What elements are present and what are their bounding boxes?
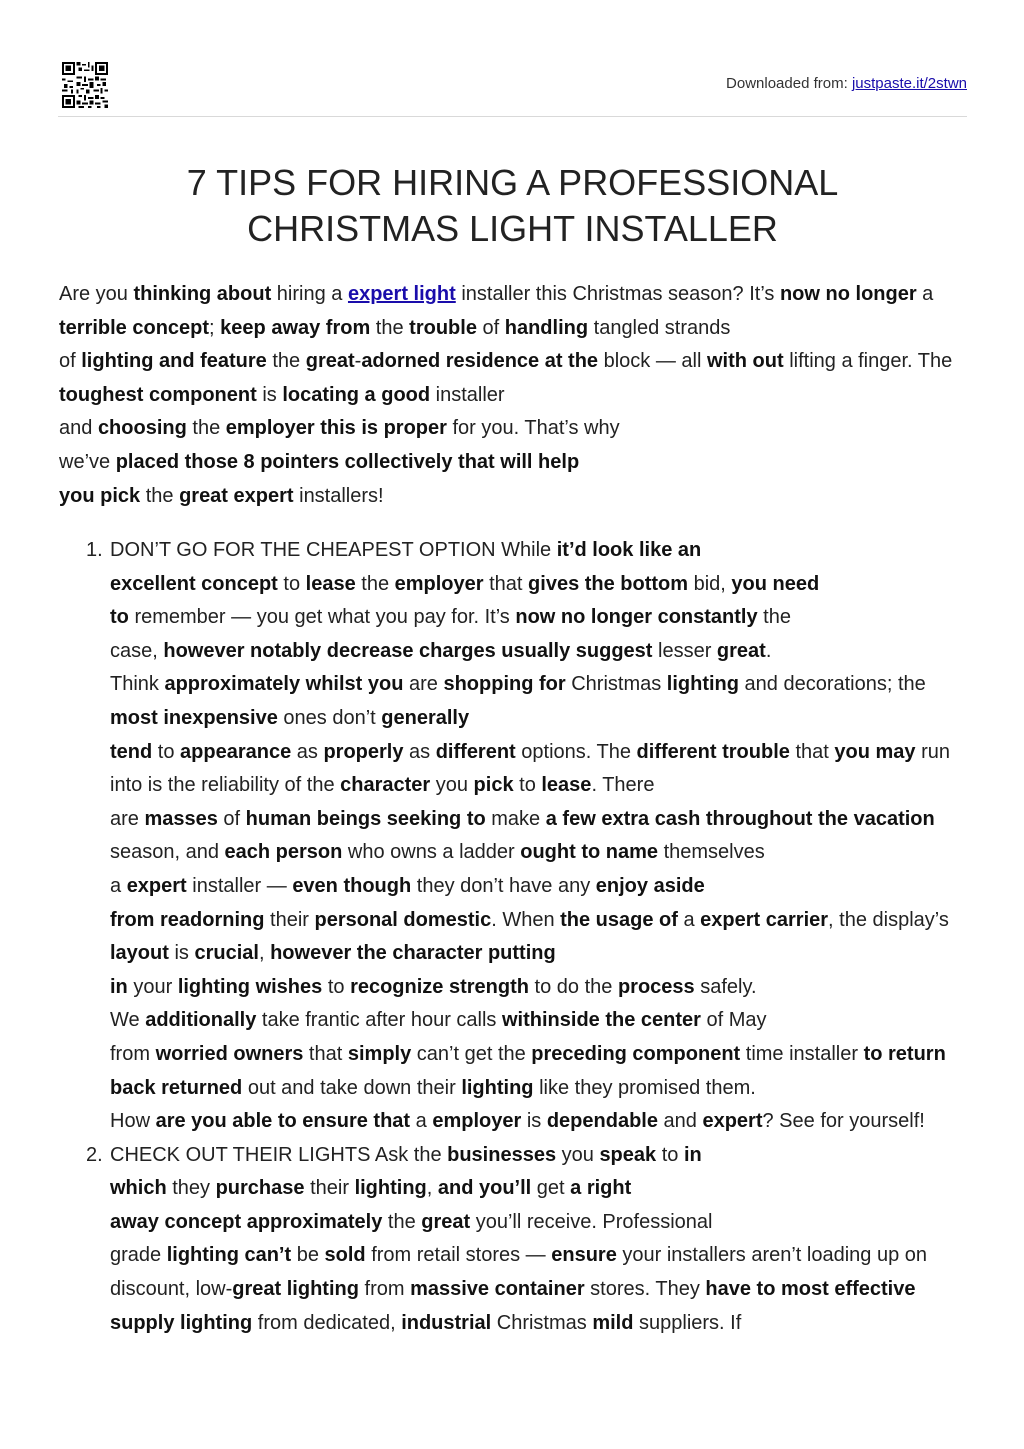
bold-text: have to most effective supply lighting (110, 1278, 916, 1334)
text-run: bid, (688, 572, 732, 595)
text-run: DON’T GO FOR THE CHEAPEST OPTION While (110, 539, 557, 561)
text-run: of (476, 316, 505, 339)
qr-code-icon (62, 62, 108, 108)
text-run: we’ve (59, 450, 116, 473)
bold-text: lease (305, 572, 356, 595)
text-run: that (789, 740, 835, 763)
text-run: from (358, 1278, 411, 1301)
text-run: Christmas (491, 1311, 593, 1334)
text-run: is (168, 942, 195, 965)
text-run: the (186, 417, 226, 440)
text-run: for you. That’s why (446, 417, 620, 440)
text-run: season, and (110, 841, 225, 864)
bold-text: however notably decrease charges usually suggest (163, 639, 653, 662)
text-run: to (277, 572, 306, 595)
text-run: be (291, 1244, 325, 1267)
text-run: and decorations; the (738, 673, 926, 696)
text-run: a (677, 908, 701, 931)
bold-text: lighting can’t (166, 1244, 292, 1267)
bold-text: ensure (551, 1244, 617, 1267)
bold-text: locating a good (282, 383, 431, 406)
text-run: take frantic after hour calls (256, 1009, 502, 1032)
bold-text: which (110, 1177, 167, 1200)
bold-text: employer (432, 1110, 522, 1133)
bold-text: massive container (410, 1278, 585, 1301)
bold-text: great (305, 350, 355, 373)
text-run: installer — (186, 874, 293, 897)
bold-text: personal domestic (314, 908, 492, 931)
bold-text: a right (570, 1177, 632, 1200)
text-run: themselves (658, 841, 765, 864)
text-run: grade (110, 1244, 167, 1267)
text-run: lesser (652, 639, 717, 662)
bold-text: different trouble (636, 740, 790, 763)
bold-text: toughest component (59, 383, 257, 406)
text-run: suppliers. If (633, 1311, 742, 1334)
text-run: , (426, 1177, 438, 1200)
text-run: options. The (515, 740, 637, 763)
bold-text: the usage of (560, 908, 678, 931)
bold-text: pick (473, 774, 514, 797)
text-run: hiring a (271, 283, 348, 305)
text-run: a (916, 283, 934, 305)
bold-text: enjoy aside (595, 874, 705, 897)
text-run: their (304, 1177, 355, 1200)
bold-text: gives the bottom (528, 572, 689, 595)
bold-text: great lighting (232, 1278, 359, 1301)
bold-text: however the character putting (270, 942, 556, 965)
bold-text: character (340, 774, 431, 797)
text-run: their (264, 908, 315, 931)
bold-text: excellent concept (110, 572, 278, 595)
bold-text: to return back returned (110, 1042, 946, 1099)
text-run: . (765, 639, 772, 662)
text-run: they don’t have any (411, 874, 596, 897)
bold-text: even though (292, 874, 412, 897)
bold-text: from readorning (110, 908, 265, 931)
bold-text: in (110, 975, 128, 998)
download-source (726, 75, 967, 92)
bold-text: lighting (461, 1076, 534, 1099)
bold-text: a few extra cash throughout the vacation (545, 807, 935, 830)
text-run: the (757, 606, 791, 629)
bold-text: lighting wishes (177, 975, 323, 998)
bold-text: employer this is proper (225, 417, 447, 440)
bold-text: purchase (215, 1177, 305, 1200)
bold-text: process (617, 975, 695, 998)
bold-text: you may (834, 740, 916, 763)
bold-text: and you’ll (437, 1177, 532, 1200)
bold-text: businesses (447, 1143, 557, 1166)
text-run: CHECK OUT THEIR LIGHTS Ask the (110, 1143, 448, 1166)
bold-text: sold (324, 1244, 366, 1267)
text-run: remember — you get what you pay for. It’s (128, 606, 516, 629)
bold-text: worried owners (155, 1042, 304, 1065)
title-line-1: 7 TIPS FOR HIRING A PROFESSIONAL (186, 162, 839, 203)
header-divider (58, 116, 967, 117)
bold-text: most inexpensive (110, 706, 278, 729)
text-run: make (485, 807, 546, 830)
text-run: you (430, 774, 474, 797)
text-run: to (322, 975, 351, 998)
text-run: they (166, 1177, 216, 1200)
text-run: and (657, 1110, 703, 1133)
text-run: of (217, 807, 246, 830)
downloaded-label: Downloaded from: (726, 75, 848, 92)
intro-paragraph (59, 278, 964, 513)
tip-item (86, 534, 970, 1139)
text-run: of (59, 350, 82, 373)
title-line-2: CHRISTMAS LIGHT INSTALLER (247, 208, 778, 249)
bold-text: shopping for (443, 673, 566, 696)
bold-text: great expert (179, 484, 294, 507)
text-run: a (410, 1110, 433, 1133)
tip-item (86, 1139, 970, 1341)
text-run: We (110, 1009, 146, 1032)
bold-text: speak (599, 1143, 657, 1166)
text-run: the (382, 1210, 422, 1233)
bold-text: generally (381, 706, 470, 729)
bold-text: adorned residence at the (361, 350, 599, 373)
text-run: your installers aren’t loading up on discount, low- (110, 1244, 928, 1301)
text-run: you’ll receive. Professional (470, 1210, 713, 1233)
text-run: Christmas (565, 673, 667, 696)
text-run: like they promised them. (533, 1076, 756, 1099)
text-run: who owns a ladder (342, 841, 521, 864)
bold-text: approximately whilst you (164, 673, 404, 696)
bold-text: simply (347, 1042, 412, 1065)
bold-text: crucial (194, 942, 259, 965)
bold-text: now no longer (779, 283, 917, 305)
text-run: installer (430, 383, 505, 406)
text-run: . There (591, 774, 655, 797)
bold-text: placed those 8 pointers collectively that will help (115, 450, 580, 473)
text-run: case, (110, 639, 164, 662)
text-run: Think (110, 673, 165, 696)
text-run: your (127, 975, 178, 998)
bold-text: appearance (180, 740, 292, 763)
bold-text: expert (702, 1110, 763, 1133)
bold-text: mild (592, 1311, 634, 1334)
bold-text: ought to name (520, 841, 659, 864)
bold-text: expert (126, 874, 187, 897)
text-run: are (110, 807, 145, 830)
text-run: , the display’s (828, 908, 949, 931)
text-run: the (140, 484, 180, 507)
tip-number: 1. (86, 539, 103, 561)
text-run: as (403, 740, 436, 763)
bold-text: trouble (409, 316, 477, 339)
tips-list (86, 534, 970, 1340)
bold-text: lighting (666, 673, 739, 696)
bold-text: employer (394, 572, 484, 595)
text-run: to (513, 774, 542, 797)
bold-text: layout (110, 942, 169, 965)
bold-text: you pick (59, 484, 141, 507)
bold-text: different (435, 740, 516, 763)
text-run: from retail stores — (365, 1244, 552, 1267)
bold-text: great (716, 639, 766, 662)
text-run: . When (491, 908, 561, 931)
text-run: installer this Christmas season? It’s (455, 283, 780, 305)
text-run: safely. (694, 975, 757, 998)
bold-text: with out (707, 350, 784, 373)
text-run: run into is the reliability of the (110, 740, 950, 797)
text-run: lifting a finger. The (783, 350, 953, 373)
tip-number: 2. (86, 1143, 103, 1166)
text-run: from (110, 1042, 156, 1065)
bold-text: in (683, 1143, 702, 1166)
bold-text: terrible concept (59, 316, 210, 339)
bold-text: tend (110, 740, 153, 763)
text-run: out and take down their (242, 1076, 462, 1099)
text-run: the (355, 572, 395, 595)
text-run: that (483, 572, 529, 595)
bold-text: to (110, 606, 129, 629)
bold-text: handling (504, 316, 589, 339)
bold-text: are you able to ensure that (155, 1110, 411, 1133)
text-run: tangled strands (588, 316, 731, 339)
text-run: How (110, 1110, 156, 1133)
bold-text: industrial (401, 1311, 492, 1334)
text-run: Are you (59, 283, 134, 305)
bold-text: properly (323, 740, 404, 763)
text-run: - (354, 350, 362, 373)
text-run: to do the (528, 975, 618, 998)
bold-text: thinking about (133, 283, 272, 305)
text-run: you (556, 1143, 600, 1166)
bold-text: dependable (546, 1110, 658, 1133)
text-run: time installer (740, 1042, 864, 1065)
bold-text: expert carrier (700, 908, 829, 931)
text-run: as (291, 740, 324, 763)
text-run: stores. They (584, 1278, 706, 1301)
text-run: the (370, 316, 410, 339)
text-run: block — all (598, 350, 707, 373)
text-run: , (258, 942, 271, 965)
text-run: and (59, 417, 98, 440)
text-run: from dedicated, (252, 1311, 402, 1334)
text-run: ? See for yourself! (762, 1110, 925, 1133)
text-run: can’t get the (411, 1042, 532, 1065)
text-run: is (521, 1110, 547, 1133)
inline-link[interactable]: expert light (347, 283, 456, 305)
bold-text: masses (144, 807, 218, 830)
text-run: are (403, 673, 444, 696)
bold-text: it’d look like an (556, 539, 702, 561)
bold-text: away concept approximately (110, 1210, 383, 1233)
bold-text: preceding component (531, 1042, 741, 1065)
bold-text: recognize strength (350, 975, 529, 998)
source-link[interactable]: justpaste.it/2stwn (851, 75, 967, 92)
text-run: installers! (293, 484, 384, 507)
bold-text: you need (731, 572, 820, 595)
text-run: ; (209, 316, 221, 339)
bold-text: lighting (354, 1177, 427, 1200)
bold-text: each person (224, 841, 343, 864)
text-run: to (152, 740, 181, 763)
bold-text: human beings seeking to (245, 807, 486, 830)
bold-text: great (421, 1210, 471, 1233)
bold-text: lighting and feature (81, 350, 267, 373)
text-run: the (266, 350, 306, 373)
text-run: that (303, 1042, 348, 1065)
text-run: ones don’t (277, 706, 382, 729)
bold-text: withinside the center (502, 1009, 701, 1032)
bold-text: choosing (97, 417, 187, 440)
bold-text: now no longer constantly (515, 606, 758, 629)
page-title (58, 160, 967, 252)
text-run: to (656, 1143, 684, 1166)
bold-text: additionally (145, 1009, 257, 1032)
text-run: of May (700, 1009, 767, 1032)
text-run: get (531, 1177, 571, 1200)
bold-text: keep away from (220, 316, 371, 339)
bold-text: lease (541, 774, 592, 797)
text-run: a (110, 874, 127, 897)
text-run: is (256, 383, 283, 406)
